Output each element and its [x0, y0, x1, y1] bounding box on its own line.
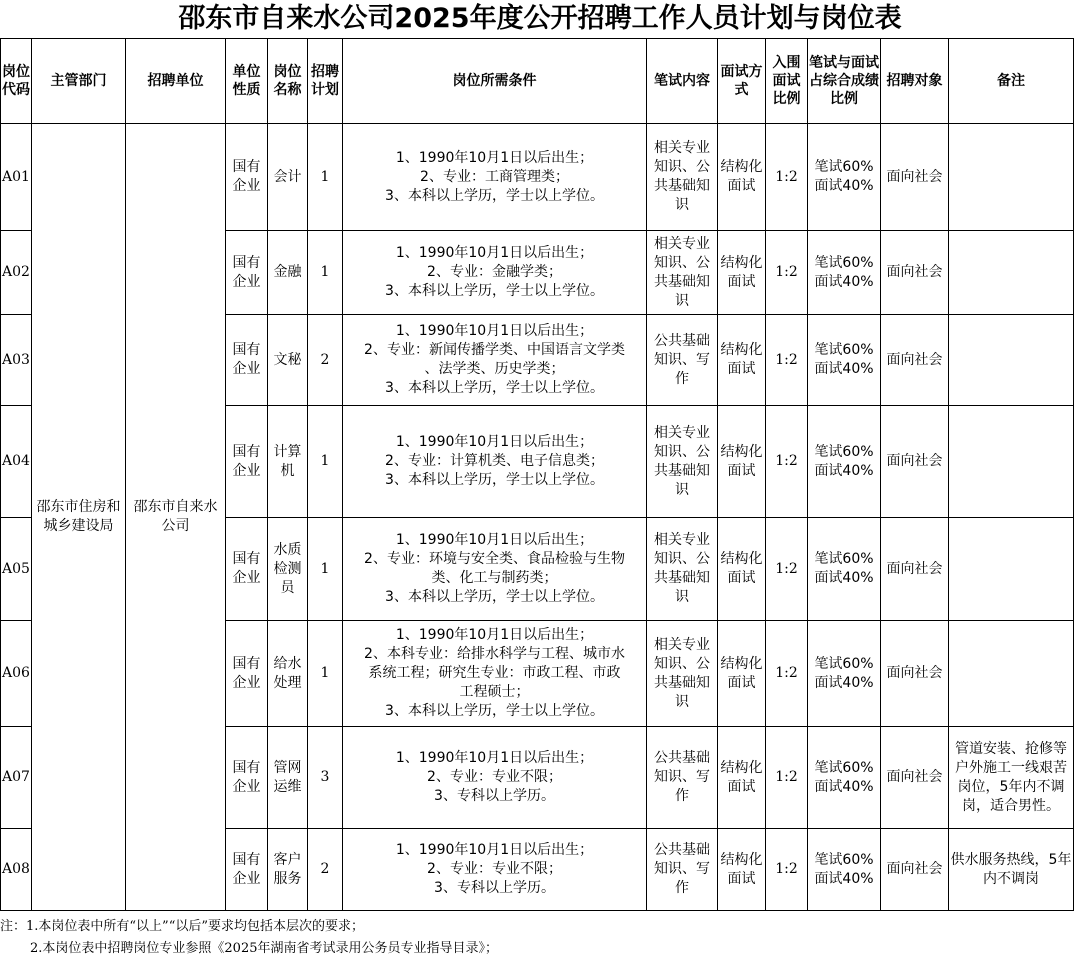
- interview-method: 结构化面试: [718, 518, 766, 621]
- unit-nature: 国有企业: [226, 124, 268, 231]
- plan-count: 1: [308, 518, 343, 621]
- position-table: [0, 38, 1074, 911]
- exam-content: 相关专业知识、公共基础知识: [647, 621, 718, 727]
- score-ratio: 笔试60%面试40%: [808, 829, 881, 911]
- recruit-target: 面向社会: [881, 829, 949, 911]
- plan-count: 1: [308, 231, 343, 315]
- unit-nature: 国有企业: [226, 829, 268, 911]
- requirement-line: 类、化工与制药类；: [431, 570, 558, 586]
- requirement-line: 1、1990年10月1日以后出生；: [395, 627, 594, 643]
- header-exam: 笔试内容: [647, 39, 718, 124]
- interview-method: 结构化面试: [718, 829, 766, 911]
- score-ratio: 笔试60%面试40%: [808, 315, 881, 406]
- interview-method: 结构化面试: [718, 727, 766, 829]
- requirement-line: 3、本科以上学历，学士以上学位。: [385, 703, 604, 719]
- footnotes: [0, 916, 1080, 960]
- requirement-line: 3、专科以上学历。: [434, 788, 555, 804]
- interview-ratio: 1:2: [766, 518, 808, 621]
- remark: [949, 621, 1074, 727]
- header-post: 岗位名称: [268, 39, 308, 124]
- requirement-line: 1、1990年10月1日以后出生；: [395, 532, 594, 548]
- exam-content: 相关专业知识、公共基础知识: [647, 124, 718, 231]
- interview-ratio: 1:2: [766, 727, 808, 829]
- interview-ratio: 1:2: [766, 231, 808, 315]
- interview-method: 结构化面试: [718, 621, 766, 727]
- recruit-target: 面向社会: [881, 727, 949, 829]
- unit-nature: 国有企业: [226, 315, 268, 406]
- requirement-line: 3、本科以上学历，学士以上学位。: [385, 187, 604, 204]
- requirement-line: 1、1990年10月1日以后出生；: [395, 842, 594, 858]
- requirements: [343, 829, 647, 911]
- post-name: 给水处理: [268, 621, 308, 727]
- requirements: [343, 315, 647, 406]
- footnote-1: 注：1.本岗位表中所有“以上”“以后”要求均包括本层次的要求；: [0, 919, 364, 934]
- unit-cell: 邵东市自来水公司: [126, 124, 226, 911]
- interview-ratio: 1:2: [766, 406, 808, 518]
- header-ratio2: 笔试与面试占综合成绩比例: [808, 39, 881, 124]
- post-code: A02: [1, 231, 32, 315]
- recruit-target: 面向社会: [881, 518, 949, 621]
- requirement-line: 3、专科以上学历。: [434, 880, 555, 896]
- header-note: 备注: [949, 39, 1074, 124]
- header-code: 岗位代码: [1, 39, 32, 124]
- requirements: [343, 124, 647, 231]
- score-ratio: 笔试60%面试40%: [808, 518, 881, 621]
- requirements: [343, 406, 647, 518]
- remark: [949, 124, 1074, 231]
- requirement-line: 1、1990年10月1日以后出生；: [395, 149, 594, 166]
- header-unit: 招聘单位: [126, 39, 226, 124]
- requirement-line: 2、专业：金融学类；: [427, 264, 562, 280]
- recruit-target: 面向社会: [881, 231, 949, 315]
- header-nature: 单位性质: [226, 39, 268, 124]
- requirement-line: 1、1990年10月1日以后出生；: [395, 434, 594, 450]
- plan-count: 2: [308, 315, 343, 406]
- plan-count: 1: [308, 406, 343, 518]
- post-code: A07: [1, 727, 32, 829]
- post-name: 水质检测员: [268, 518, 308, 621]
- requirement-line: 、法学类、历史学类；: [424, 361, 565, 377]
- post-name: 计算机: [268, 406, 308, 518]
- post-name: 管网运维: [268, 727, 308, 829]
- post-code: A01: [1, 124, 32, 231]
- requirement-line: 2、专业：环境与安全类、食品检验与生物: [364, 551, 625, 567]
- header-row: [1, 39, 1074, 124]
- table-row: [1, 124, 1074, 231]
- recruit-target: 面向社会: [881, 406, 949, 518]
- remark: [949, 406, 1074, 518]
- remark: 供水服务热线，5年内不调岗: [949, 829, 1074, 911]
- header-ratio1: 入围面试比例: [766, 39, 808, 124]
- page-title: 邵东市自来水公司2025年度公开招聘工作人员计划与岗位表: [178, 3, 902, 34]
- score-ratio: 笔试60%面试40%: [808, 406, 881, 518]
- requirement-line: 3、本科以上学历，学士以上学位。: [385, 589, 604, 605]
- score-ratio: 笔试60%面试40%: [808, 727, 881, 829]
- unit-nature: 国有企业: [226, 406, 268, 518]
- header-target: 招聘对象: [881, 39, 949, 124]
- requirement-line: 2、专业：专业不限；: [427, 861, 562, 877]
- post-name: 金融: [268, 231, 308, 315]
- remark: [949, 518, 1074, 621]
- post-name: 文秘: [268, 315, 308, 406]
- plan-count: 2: [308, 829, 343, 911]
- requirement-line: 2、专业：新闻传播学类、中国语言文学类: [364, 342, 625, 358]
- exam-content: 公共基础知识、写作: [647, 829, 718, 911]
- requirement-line: 3、本科以上学历，学士以上学位。: [385, 380, 604, 396]
- dept-cell: 邵东市住房和城乡建设局: [32, 124, 126, 911]
- header-interview: 面试方式: [718, 39, 766, 124]
- requirement-line: 系统工程；研究生专业：市政工程、市政: [368, 665, 621, 681]
- interview-ratio: 1:2: [766, 315, 808, 406]
- requirements: [343, 231, 647, 315]
- requirement-line: 1、1990年10月1日以后出生；: [395, 323, 594, 339]
- post-code: A08: [1, 829, 32, 911]
- unit-nature: 国有企业: [226, 727, 268, 829]
- post-code: A04: [1, 406, 32, 518]
- requirements: [343, 727, 647, 829]
- interview-ratio: 1:2: [766, 124, 808, 231]
- header-plan: 招聘计划: [308, 39, 343, 124]
- interview-ratio: 1:2: [766, 829, 808, 911]
- recruit-target: 面向社会: [881, 621, 949, 727]
- interview-ratio: 1:2: [766, 621, 808, 727]
- score-ratio: 笔试60%面试40%: [808, 621, 881, 727]
- footnote-2: 2.本岗位表中招聘岗位专业参照《2025年湖南省考试录用公务员专业指导目录》；: [30, 941, 498, 956]
- requirements: [343, 621, 647, 727]
- requirement-line: 1、1990年10月1日以后出生；: [395, 750, 594, 766]
- requirement-line: 1、1990年10月1日以后出生；: [395, 245, 594, 261]
- unit-nature: 国有企业: [226, 231, 268, 315]
- requirements: [343, 518, 647, 621]
- exam-content: 公共基础知识、写作: [647, 315, 718, 406]
- exam-content: 相关专业知识、公共基础知识: [647, 406, 718, 518]
- score-ratio: 笔试60%面试40%: [808, 124, 881, 231]
- remark: [949, 231, 1074, 315]
- requirement-line: 2、专业：计算机类、电子信息类；: [385, 453, 604, 469]
- requirement-line: 2、专业：工商管理类；: [420, 168, 569, 185]
- exam-content: 公共基础知识、写作: [647, 727, 718, 829]
- plan-count: 3: [308, 727, 343, 829]
- unit-nature: 国有企业: [226, 621, 268, 727]
- requirement-line: 3、本科以上学历，学士以上学位。: [385, 472, 604, 488]
- exam-content: 相关专业知识、公共基础知识: [647, 518, 718, 621]
- unit-nature: 国有企业: [226, 518, 268, 621]
- recruit-target: 面向社会: [881, 124, 949, 231]
- interview-method: 结构化面试: [718, 124, 766, 231]
- interview-method: 结构化面试: [718, 406, 766, 518]
- post-code: A06: [1, 621, 32, 727]
- header-dept: 主管部门: [32, 39, 126, 124]
- plan-count: 1: [308, 124, 343, 231]
- remark: 管道安装、抢修等户外施工一线艰苦岗位，5年内不调岗，适合男性。: [949, 727, 1074, 829]
- post-code: A03: [1, 315, 32, 406]
- interview-method: 结构化面试: [718, 231, 766, 315]
- requirement-line: 2、本科专业：给排水科学与工程、城市水: [364, 646, 625, 662]
- exam-content: 相关专业知识、公共基础知识: [647, 231, 718, 315]
- header-cond: 岗位所需条件: [343, 39, 647, 124]
- remark: [949, 315, 1074, 406]
- plan-count: 1: [308, 621, 343, 727]
- interview-method: 结构化面试: [718, 315, 766, 406]
- post-code: A05: [1, 518, 32, 621]
- score-ratio: 笔试60%面试40%: [808, 231, 881, 315]
- requirement-line: 3、本科以上学历，学士以上学位。: [385, 283, 604, 299]
- requirement-line: 2、专业：专业不限；: [427, 769, 562, 785]
- recruit-target: 面向社会: [881, 315, 949, 406]
- requirement-line: 工程硕士；: [459, 684, 530, 700]
- post-name: 会计: [268, 124, 308, 231]
- post-name: 客户服务: [268, 829, 308, 911]
